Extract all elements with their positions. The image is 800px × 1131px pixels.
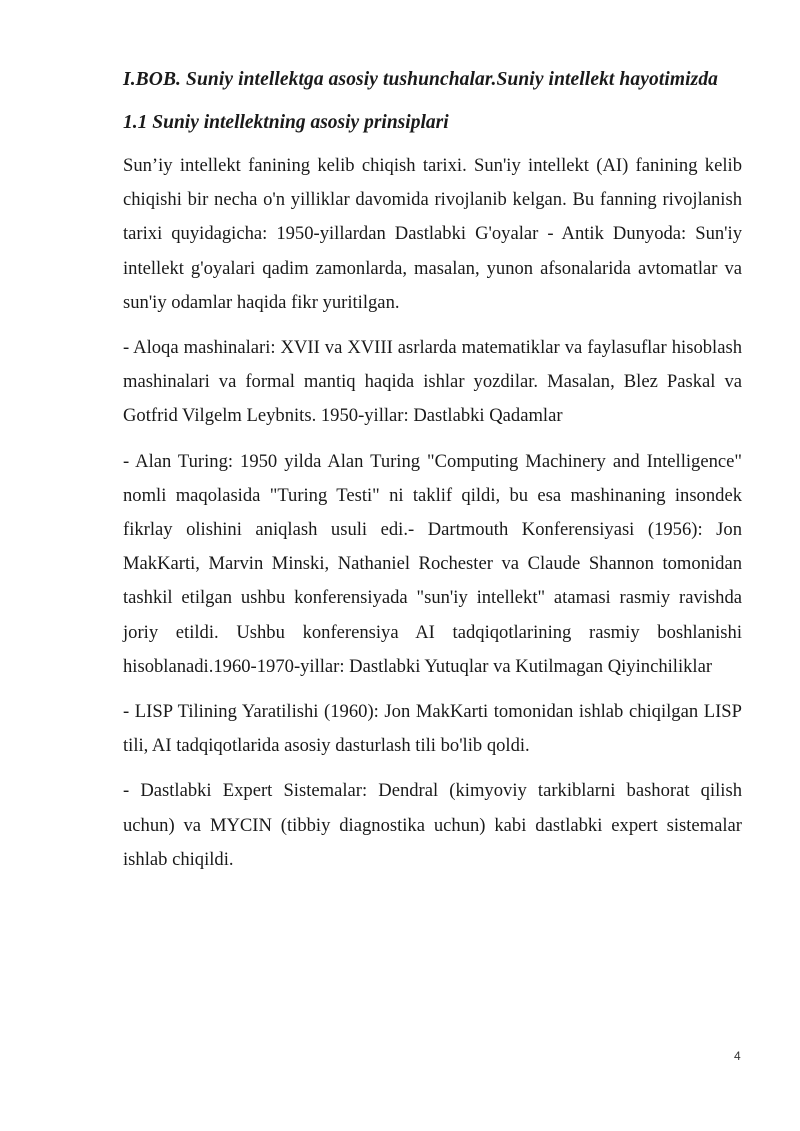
paragraph-calculating-machines: - Aloqa mashinalari: XVII va XVIII asrlarda matematiklar va faylasuflar hisoblash mashinalari va formal mantiq haqida ishlar yozdilar. Masalan, Blez Paskal va Gotfrid Vilgelm Leybnits. 1950-yillar: Dastlabki Qadamlar bbox=[123, 337, 742, 427]
document-page bbox=[123, 62, 742, 888]
page-number: 4 bbox=[734, 1049, 741, 1063]
paragraph-turing-dartmouth: - Alan Turing: 1950 yilda Alan Turing "Computing Machinery and Intelligence" nomli maqolasida "Turing Testi" ni taklif qildi, bu esa mashinaning insondek fikrlay olishini aniqlash usuli edi.- Dartmouth Konferensiyasi (1956): Jon MakKarti, Marvin Minski, Nathaniel Rochester va Claude Shannon tomonidan tashkil etilgan ushbu konferensiyada "sun'iy intellekt" atamasi rasmiy ravishda joriy etildi. Ushbu konferensiya AI tadqiqotlarining rasmiy boshlanishi hisoblanadi.1960-1970-yillar: Dastlabki Yutuqlar va Kutilmagan Qiyinchiliklar bbox=[123, 450, 742, 677]
paragraph-lisp: - LISP Tilining Yaratilishi (1960): Jon MakKarti tomonidan ishlab chiqilgan LISP tili, AI tadqiqotlarida asosiy dasturlash tili bo'lib qoldi. bbox=[123, 701, 742, 757]
paragraph-expert-systems: - Dastlabki Expert Sistemalar: Dendral (kimyoviy tarkiblarni bashorat qilish uchun) va MYCIN (tibbiy diagnostika uchun) kabi dastlabki expert sistemalar ishlab chiqildi. bbox=[123, 780, 742, 870]
chapter-title: I.BOB. Suniy intellektga asosiy tushunchalar.Suniy intellekt hayotimizda bbox=[123, 69, 719, 90]
paragraph-history-intro: Sun’iy intellekt fanining kelib chiqish tarixi. Sun'iy intellekt (AI) fanining kelib chiqishi bir necha o'n yilliklar davomida rivojlanib kelgan. Bu fanning rivojlanish tarixi quyidagicha: 1950-yillardan Dastlabki G'oyalar - Antik Dunyoda: Sun'iy intellekt g'oyalari qadim zamonlarda, masalan, yunon afsonalarida avtomatlar va sun'iy odamlar haqida fikr yuritilgan. bbox=[123, 155, 742, 313]
section-title: 1.1 Suniy intellektning asosiy prinsiplari bbox=[123, 112, 449, 133]
